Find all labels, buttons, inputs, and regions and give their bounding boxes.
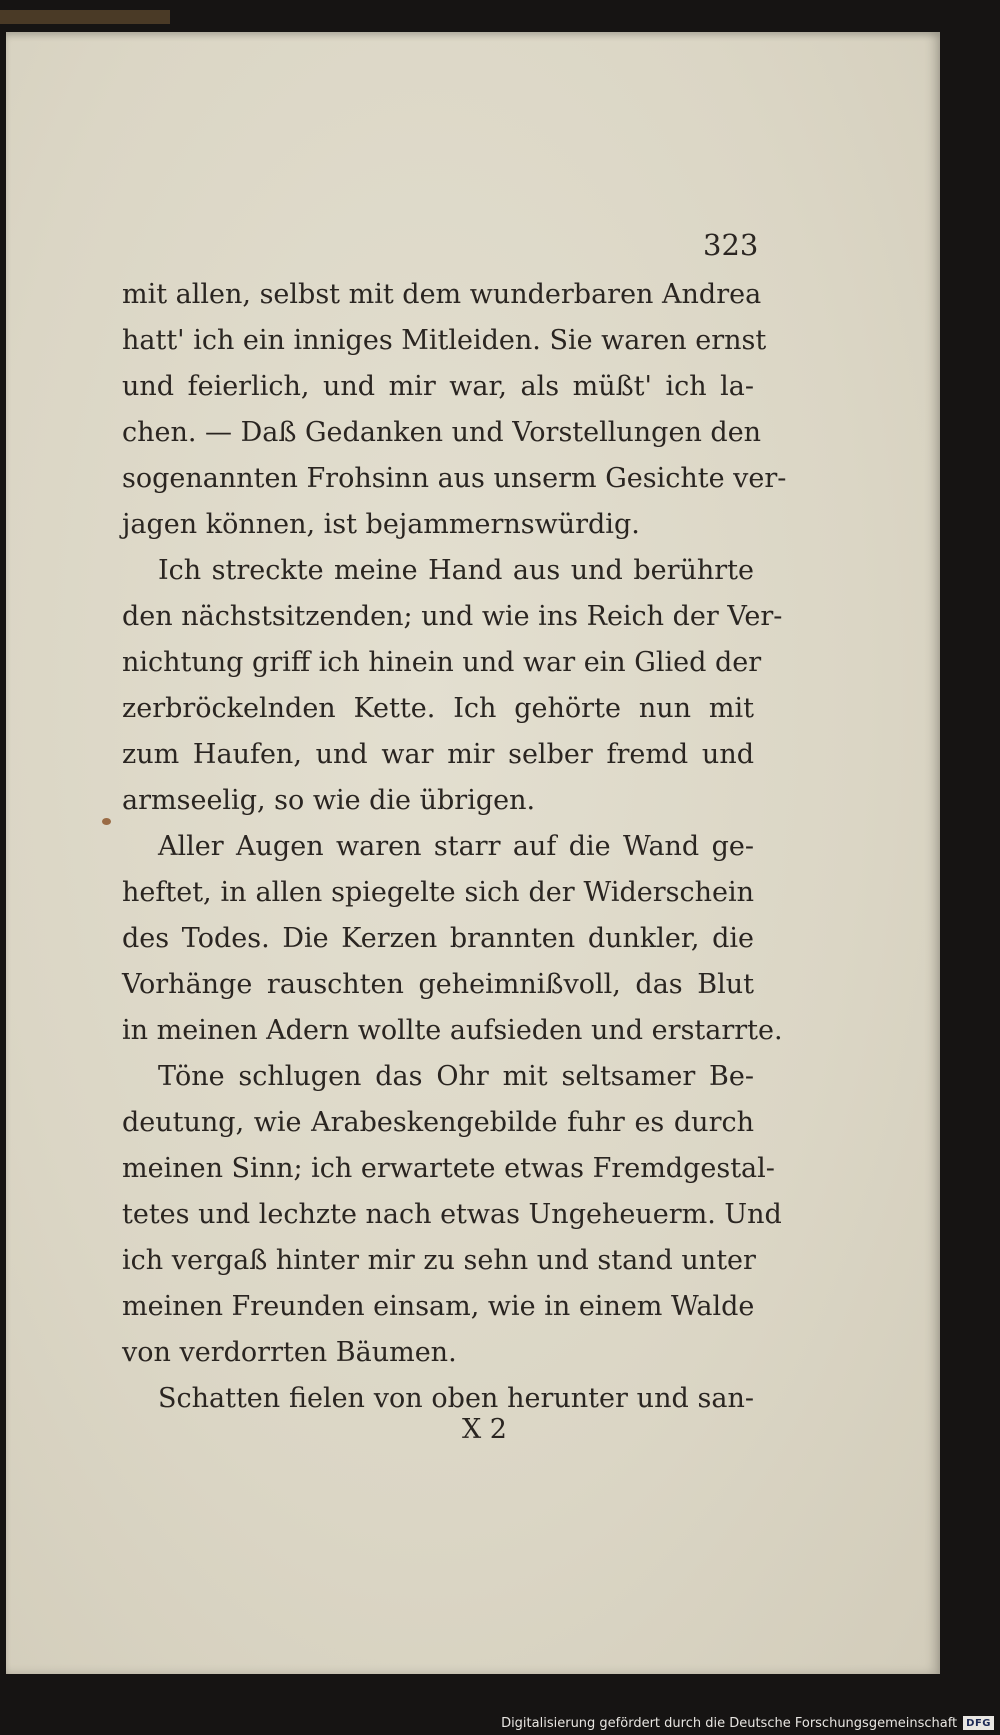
text-line: sogenannten Frohsinn aus unserm Gesichte ver- xyxy=(122,463,787,494)
body-text xyxy=(122,272,787,1422)
text-line: und feierlich, und mir war, als müßt' ich la- xyxy=(122,371,754,402)
text-line: in meinen Adern wollte aufsieden und erstarrte. xyxy=(122,1015,783,1046)
text-line: armseelig, so wie die übrigen. xyxy=(122,785,536,816)
text-line: Aller Augen waren starr auf die Wand ge- xyxy=(158,831,754,862)
text-line: mit allen, selbst mit dem wunderbaren Andrea xyxy=(122,279,762,310)
page-number: 323 xyxy=(703,228,759,262)
text-line: des Todes. Die Kerzen brannten dunkler, die xyxy=(122,923,754,954)
sheet-signature: X 2 xyxy=(462,1414,507,1445)
text-line: chen. — Daß Gedanken und Vorstellungen den xyxy=(122,417,762,448)
footer-credit: Digitalisierung gefördert durch die Deutsche Forschungsgemeinschaft xyxy=(501,1715,958,1731)
text-line: tetes und lechzte nach etwas Ungeheuerm. Und xyxy=(122,1199,782,1230)
text-line: nichtung griff ich hinein und war ein Glied der xyxy=(122,647,762,678)
book-edge xyxy=(0,10,170,24)
text-line: heftet, in allen spiegelte sich der Widerschein xyxy=(122,877,754,908)
text-line: ich vergaß hinter mir zu sehn und stand unter xyxy=(122,1245,756,1276)
text-line: Schatten fielen von oben herunter und san- xyxy=(158,1383,754,1414)
text-line: hatt' ich ein inniges Mitleiden. Sie waren ernst xyxy=(122,325,767,356)
text-line: jagen können, ist bejammernswürdig. xyxy=(122,509,640,540)
dfg-logo-icon: DFG xyxy=(963,1716,994,1730)
text-line: Ich streckte meine Hand aus und berührte xyxy=(158,555,754,586)
text-line: deutung, wie Arabeskengebilde fuhr es durch xyxy=(122,1107,754,1138)
footer-bar xyxy=(0,1711,1000,1735)
book-page xyxy=(6,32,940,1674)
text-line: Vorhänge rauschten geheimnißvoll, das Blut xyxy=(122,969,754,1000)
text-line: meinen Freunden einsam, wie in einem Walde xyxy=(122,1291,755,1322)
text-line: zerbröckelnden Kette. Ich gehörte nun mit xyxy=(122,693,754,724)
text-line: von verdorrten Bäumen. xyxy=(122,1337,457,1368)
stain-mark xyxy=(102,818,111,825)
text-line: meinen Sinn; ich erwartete etwas Fremdgestal- xyxy=(122,1153,775,1184)
text-line: den nächstsitzenden; und wie ins Reich der Ver- xyxy=(122,601,783,632)
text-line: Töne schlugen das Ohr mit seltsamer Be- xyxy=(158,1061,754,1092)
text-line: zum Haufen, und war mir selber fremd und xyxy=(122,739,754,770)
